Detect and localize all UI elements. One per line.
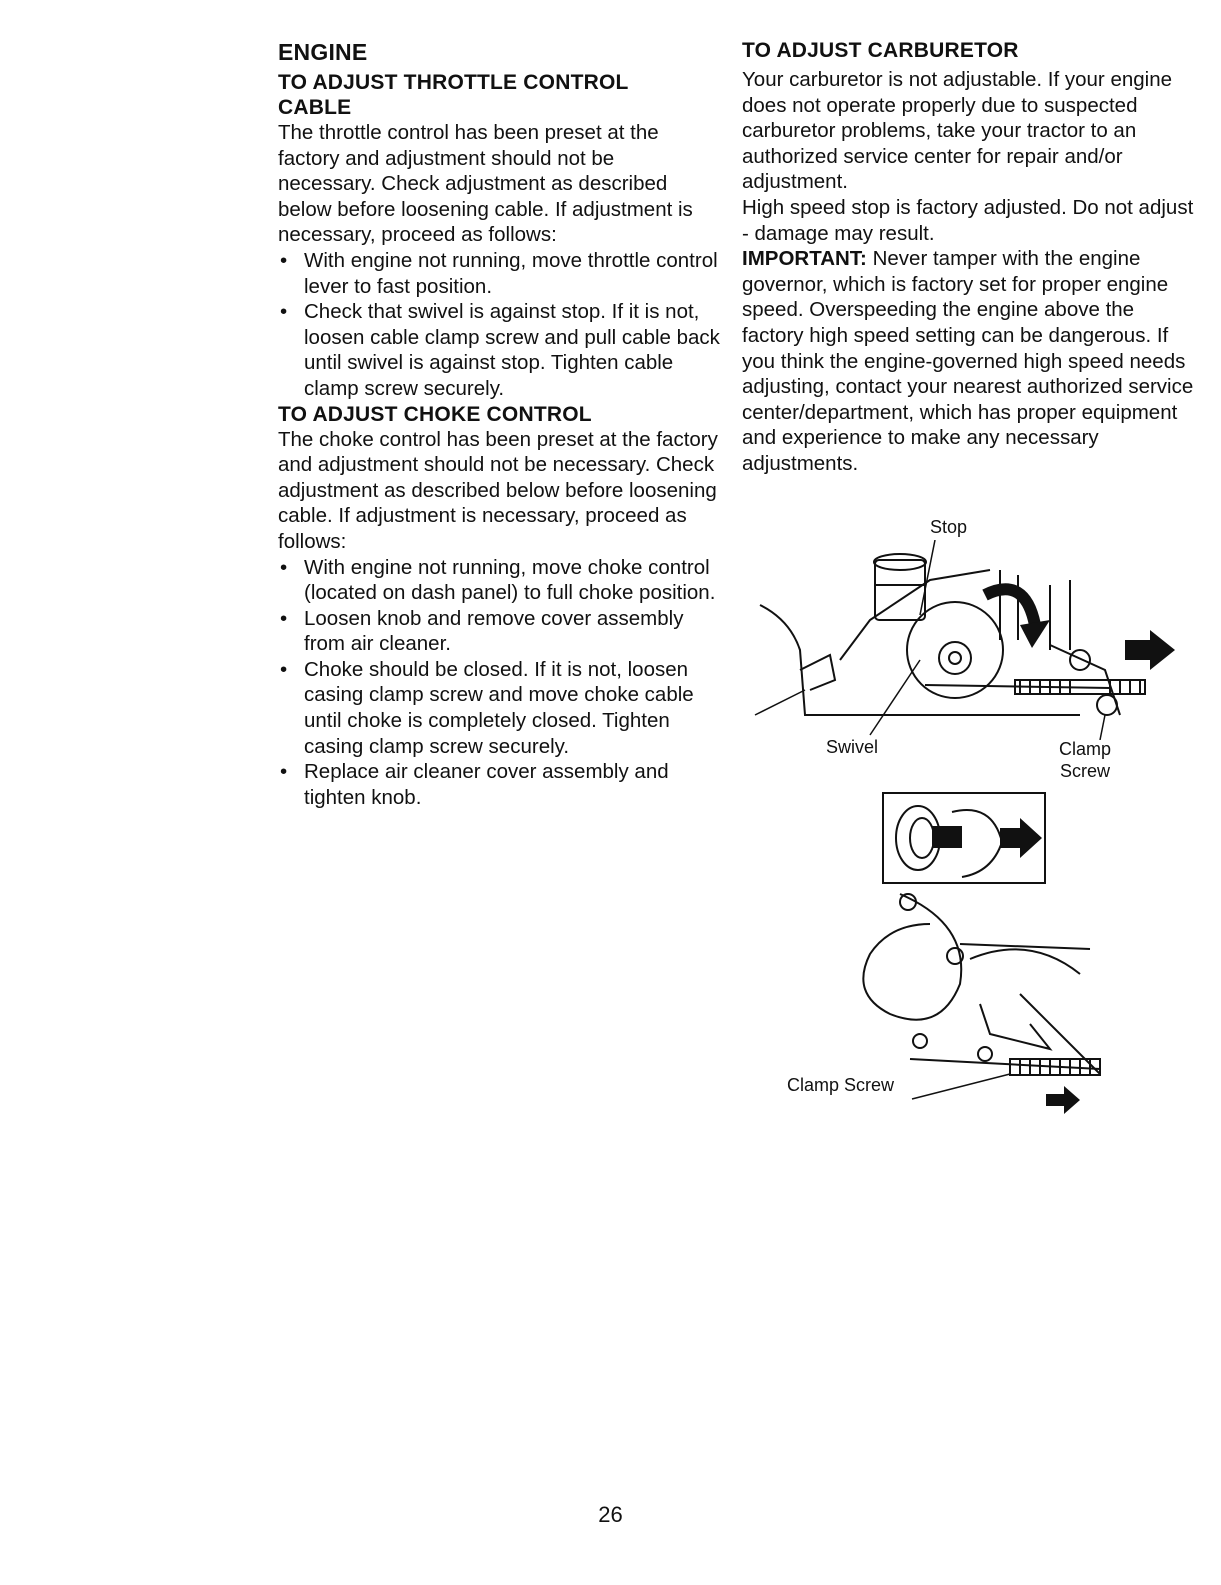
stop-label: Stop [930,517,968,537]
choke-steps [278,555,730,811]
swivel-label: Swivel [826,737,879,757]
choke-step: • Choke should be closed. If it is not, loosen casing clamp screw and move choke cable until choke is completely closed. Tighten casing clamp screw securely. [278,657,730,759]
important-label: IMPORTANT: [742,247,867,271]
carburetor-heading: TO ADJUST CARBURETOR [742,39,1019,62]
carburetor-body-1: Your carburetor is not adjustable. If your engine does not operate properly due to suspected carburetor problems, take your tractor to an authorized service center for repair and/or adjustment. [742,68,1173,194]
choke-step: • With engine not running, move choke control (located on dash panel) to full choke position. [278,555,730,606]
clamp-screw-label: Clamp Screw [1058,739,1111,781]
throttle-step: • Check that swivel is against stop. If it is not, loosen cable clamp screw and pull cable back until swivel is against stop. Tighten cable clamp screw securely. [278,299,730,401]
choke-step: • Loosen knob and remove cover assembly from air cleaner. [278,606,730,657]
choke-body: The choke control has been preset at the factory and adjustment should not be necessary. Check adjustment as described below before loosening cable. If adjustment is necessary, proceed as follows: [278,427,718,553]
left-column [278,38,730,810]
page-number: 26 [598,1502,623,1527]
throttle-steps [278,248,730,402]
carburetor-body-2: High speed stop is factory adjusted. Do not adjust - damage may result. [742,195,1194,245]
important-text: Never tamper with the engine governor, which is factory set for proper engine speed. Overspeeding the engine above the factory high speed setting can be dangerous. If you think the engine-governed high speed needs adjusting, contact your nearest authorized service center/department, which has proper equipment and experience to make any necessary adjustments. [742,247,1194,475]
important-note [742,246,1194,476]
throttle-heading: TO ADJUST THROTTLE CONTROL CABLE [278,71,629,119]
choke-knob-inset [882,792,1046,884]
throttle-step: • With engine not running, move throttle control lever to fast position. [278,248,730,299]
throttle-body: The throttle control has been preset at the factory and adjustment should not be necessary. Check adjustment as described below before loosening cable. If adjustment is necessary, proceed as follows: [278,121,693,247]
engine-heading: ENGINE [278,39,368,65]
choke-step: • Replace air cleaner cover assembly and tighten knob. [278,759,730,810]
throttle-linkage-illustration [750,540,1180,740]
choke-heading: TO ADJUST CHOKE CONTROL [278,402,592,426]
choke-clamp-screw-label: Clamp Screw [787,1075,895,1095]
right-column [742,38,1194,477]
